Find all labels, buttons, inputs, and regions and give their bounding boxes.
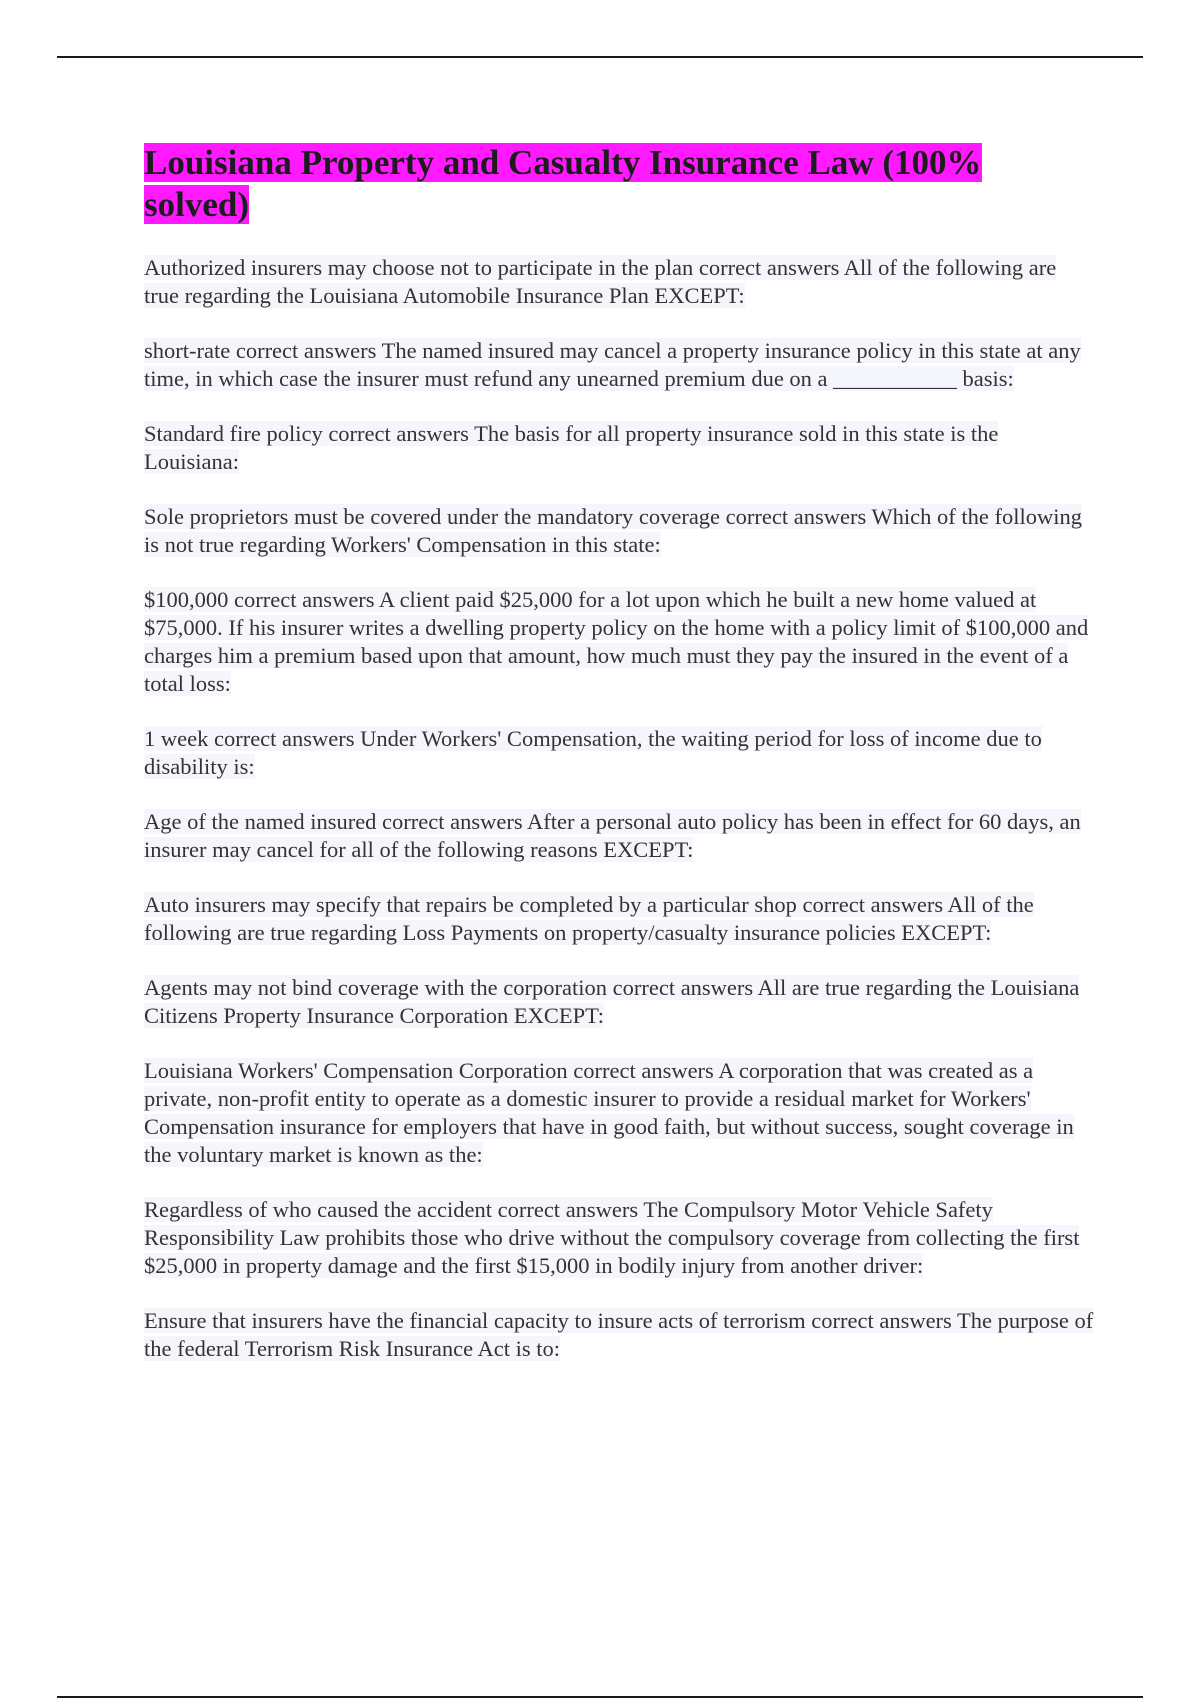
- qa-entry: $100,000 correct answers A client paid $25,000 for a lot upon which he built a new home valued at $75,000. If his insurer writes a dwelling property policy on the home with a policy limit of $100,000 and charges him a premium based upon that amount, how much must they pay the insured in the event of a total loss:: [144, 587, 1089, 696]
- title-highlight: Louisiana Property and Casualty Insurance Law (100% solved): [144, 143, 982, 224]
- top-rule: [57, 56, 1143, 58]
- qa-entry: Sole proprietors must be covered under the mandatory coverage correct answers Which of the following is not true regarding Workers' Compensation in this state:: [144, 504, 1083, 557]
- qa-entry: Regardless of who caused the accident correct answers The Compulsory Motor Vehicle Safety Responsibility Law prohibits those who drive without the compulsory coverage from collecting the first $25,000 in property damage and the first $15,000 in bodily injury from another driver:: [144, 1197, 1080, 1278]
- qa-entry: Standard fire policy correct answers The basis for all property insurance sold in this state is the Louisiana:: [144, 421, 999, 474]
- bottom-rule: [57, 1696, 1143, 1698]
- qa-entry: 1 week correct answers Under Workers' Compensation, the waiting period for loss of income due to disability is:: [144, 726, 1042, 779]
- document-body: [144, 142, 1094, 1390]
- qa-entry: short-rate correct answers The named insured may cancel a property insurance policy in this state at any time, in which case the insurer must refund any unearned premium due on a ___________ basis:: [144, 338, 1081, 391]
- qa-entry: Age of the named insured correct answers After a personal auto policy has been in effect for 60 days, an insurer may cancel for all of the following reasons EXCEPT:: [144, 809, 1081, 862]
- qa-entry: Authorized insurers may choose not to participate in the plan correct answers All of the following are true regarding the Louisiana Automobile Insurance Plan EXCEPT:: [144, 255, 1057, 308]
- document-title: [144, 142, 1024, 226]
- qa-entry: Agents may not bind coverage with the corporation correct answers All are true regarding the Louisiana Citizens Property Insurance Corporation EXCEPT:: [144, 975, 1080, 1028]
- qa-entry: Auto insurers may specify that repairs be completed by a particular shop correct answers All of the following are true regarding Loss Payments on property/casualty insurance policies EXCEPT:: [144, 892, 1034, 945]
- qa-entry: Louisiana Workers' Compensation Corporation correct answers A corporation that was created as a private, non-profit entity to operate as a domestic insurer to provide a residual market for Workers' Compensation insurance for employers that have in good faith, but without success, sought coverage in the voluntary market is known as the:: [144, 1058, 1074, 1167]
- qa-entry: Ensure that insurers have the financial capacity to insure acts of terrorism correct answers The purpose of the federal Terrorism Risk Insurance Act is to:: [144, 1308, 1094, 1361]
